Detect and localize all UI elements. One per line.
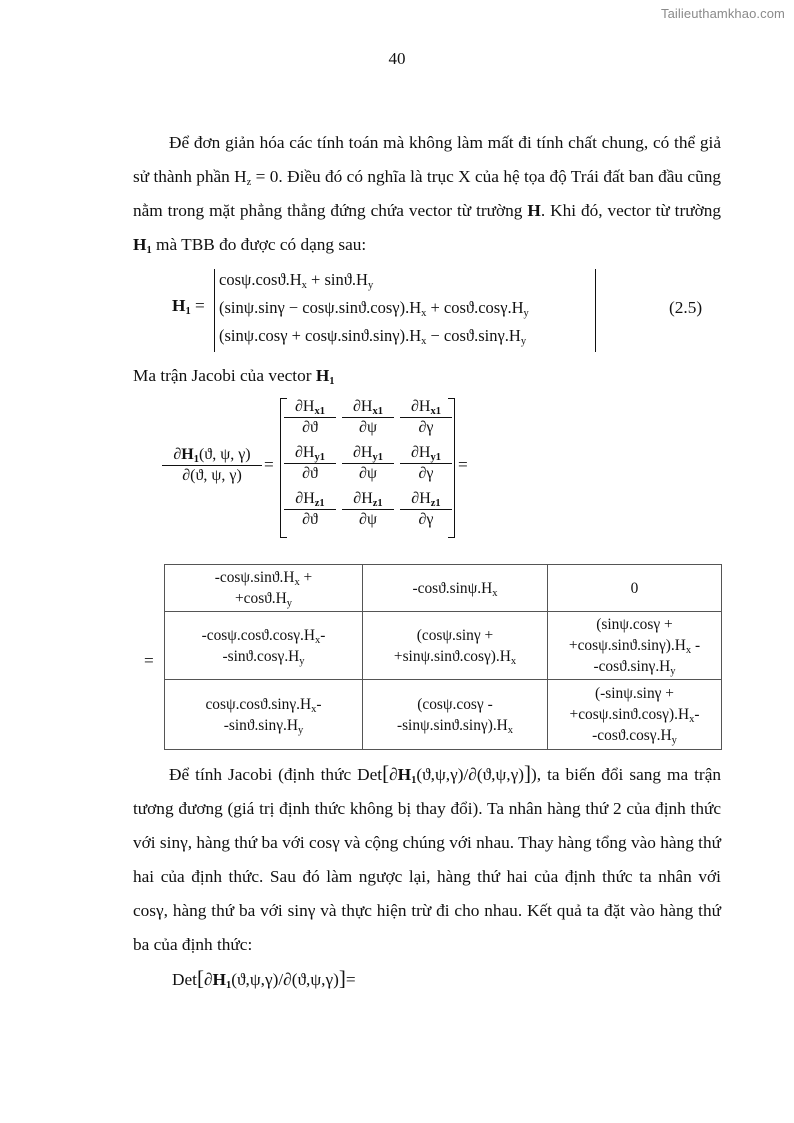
dh: ∂H (295, 398, 315, 415)
cell-text: +sinψ.sinϑ.cosγ).H (393, 647, 511, 665)
cell-text: - (316, 695, 322, 713)
table-cell (165, 612, 363, 680)
table-equals: = (144, 651, 154, 670)
cell-text: (sinψ.cosγ + (596, 616, 673, 633)
cell-den: ∂γ (400, 417, 452, 437)
cell-text: +cosψ.sinϑ.cosγ).H (569, 706, 690, 723)
cell-den: ∂ϑ (284, 463, 336, 483)
dh: ∂H (295, 444, 315, 461)
table-cell (363, 612, 548, 680)
eq25-label: (2.5) (669, 298, 703, 317)
sub-y: y (367, 280, 374, 291)
matrix-cell (284, 398, 336, 437)
h1-letter: H (133, 235, 147, 254)
table-row (165, 680, 722, 750)
eq25-row1-b: + sinϑ.H (306, 270, 368, 289)
cell-den: ∂ψ (342, 463, 394, 483)
lhs-h: H (181, 446, 194, 463)
cell-sub: y1 (372, 452, 383, 463)
matrix-cell (400, 398, 452, 437)
sub-y: y (286, 598, 293, 609)
det-expr: (ϑ,ψ,γ)/∂(ϑ,ψ,γ) (416, 765, 524, 784)
table-cell (165, 565, 363, 612)
eq25-left-bar (214, 269, 215, 352)
cell-text: - (691, 637, 701, 654)
cell-den: ∂ϑ (284, 417, 336, 437)
cell-text: -cosψ.sinϑ.H (214, 569, 295, 586)
paragraph-intro (133, 126, 721, 262)
cell-text: -cosψ.cosϑ.cosγ.H (201, 626, 315, 644)
dh: ∂H (353, 398, 373, 415)
det-h: H (397, 765, 412, 784)
cell-den: ∂γ (400, 509, 452, 529)
final-h: H (212, 970, 226, 989)
cell-text: -sinϑ.cosγ.H (222, 647, 300, 665)
cell-den: ∂ψ (342, 417, 394, 437)
partial: ∂ (203, 970, 213, 989)
sub-y: y (671, 735, 677, 746)
cell-text: -cosϑ.sinψ.H (412, 579, 493, 597)
table-cell (548, 612, 722, 680)
det-h-sub: 1 (411, 775, 417, 786)
matrix-cell (342, 398, 394, 437)
sub-x: x (689, 714, 695, 725)
sub-x: x (315, 634, 321, 646)
lhs-h-sub: 1 (193, 454, 199, 465)
matrix-cell (284, 490, 336, 529)
cell-sub: z1 (372, 498, 383, 509)
eq25-row2-a: (sinψ.sinγ − cosψ.sinϑ.cosγ).H (219, 298, 422, 317)
cell-text: (cosψ.cosγ - (417, 695, 493, 713)
table-cell (165, 680, 363, 750)
dh: ∂H (411, 444, 431, 461)
sub-x: x (492, 587, 498, 599)
final-det-expr: (ϑ,ψ,γ)/∂(ϑ,ψ,γ) (231, 970, 339, 989)
cell-den: ∂ϑ (284, 509, 336, 529)
lhs-den: ∂(ϑ, ψ, γ) (162, 465, 262, 485)
cell-den: ∂γ (400, 463, 452, 483)
eq25-row1-a: cosψ.cosϑ.H (219, 270, 302, 289)
cell-text: -sinϑ.sinγ.H (223, 716, 299, 734)
vector-h-bold: H (527, 201, 541, 220)
cell-sub: z1 (314, 498, 325, 509)
jacobi-heading-text: Ma trận Jacobi của vector (133, 366, 312, 385)
h1-sub: 1 (146, 245, 152, 256)
cell-text: (cosψ.sinγ + (416, 626, 494, 644)
jacobi-table (164, 564, 722, 750)
eq25-lhs (172, 296, 205, 316)
cell-text: -sinψ.sinϑ.sinγ).H (396, 716, 508, 734)
cell-text: +cosψ.sinϑ.sinγ).H (568, 637, 686, 654)
sub-y: y (670, 666, 676, 677)
eq25-row3 (219, 326, 526, 346)
cell-text: +cosϑ.H (234, 590, 287, 607)
matrix-cell (400, 444, 452, 483)
final-det-word: Det (172, 970, 197, 989)
hz-eq: = 0 (255, 167, 279, 186)
dh: ∂H (411, 490, 431, 507)
matrix-equals: = (458, 455, 468, 474)
eq25-row3-b: − cosϑ.sinγ.H (426, 326, 521, 345)
eq25-h-sub: 1 (185, 306, 191, 317)
sub-y: y (520, 336, 527, 347)
cell-text: + (299, 569, 313, 586)
cell-sub: x1 (430, 406, 441, 417)
sub-y: y (298, 724, 304, 736)
eq25-row2 (219, 298, 529, 318)
sub-y: y (299, 655, 305, 667)
sub-x: x (421, 336, 427, 347)
cell-sub: x1 (372, 406, 383, 417)
table-row (165, 565, 722, 612)
cell-sub: z1 (430, 498, 441, 509)
dot: . (540, 201, 546, 220)
eq25-equals: = (195, 296, 205, 315)
det-word: Det (357, 765, 383, 784)
final-equals: = (345, 970, 356, 989)
matrix-cell (284, 444, 336, 483)
dh: ∂H (353, 490, 373, 507)
para1-rest: . Điều đó có nghĩa là trục X của hệ tọa độ Trái đất ban đầu cũng nằm trong mặt phẳng thẳng đứng chứa vector từ trường (133, 167, 721, 220)
cell-den: ∂ψ (342, 509, 394, 529)
para1-text: Để đơn giản hóa các tính toán mà không làm mất đi tính chất chung, có thể giả sử thành phần H (133, 133, 721, 186)
cell-sub: x1 (314, 406, 325, 417)
dh: ∂H (411, 398, 431, 415)
matrix-cell (400, 490, 452, 529)
para1-end: Khi đó, vector từ trường (550, 201, 722, 220)
table-row (165, 612, 722, 680)
cell-text: -cosϑ.sinγ.H (593, 658, 671, 675)
sub-x: x (311, 703, 317, 715)
partial: ∂ (173, 446, 182, 463)
cell-sub: y1 (430, 452, 441, 463)
table-cell (548, 565, 722, 612)
eq25-right-bar (595, 269, 596, 352)
table-cell (548, 680, 722, 750)
jacobi-heading (133, 366, 335, 386)
final-det-equation: $Det[\partial H_1(ϑ,\psi,\gamma)/\partial(ϑ,\psi,\gamma)]=$ (172, 966, 356, 991)
dh: ∂H (353, 444, 373, 461)
final-h-sub: 1 (225, 980, 232, 991)
eq25-row3-a: (sinψ.cosγ + cosψ.sinϑ.sinγ).H (219, 326, 422, 345)
para2-b: ), ta biến đổi sang ma trận tương đương (giá trị định thức không bị thay đổi). Ta nhân hàng thứ 2 của định thức với sinγ, hàng thứ ba với cosγ và cộng chúng với nhau. Thay hàng tổng vào hàng thứ hai của định thức. Sau đó làm ngược lại, hàng thứ hai của định thức ta nhân với cosγ, hàng thứ ba với sinγ và thực hiện trừ đi cho nhau. Kết quả ta đặt vào hàng thứ ba của định thức: (133, 765, 721, 954)
sub-x: x (421, 308, 427, 319)
cell-text: cosψ.cosϑ.sinγ.H (205, 695, 312, 713)
jacobi-equals: = (264, 455, 274, 474)
cell-sub: y1 (314, 452, 325, 463)
sub-x: x (301, 280, 307, 291)
cell-text: - (694, 706, 700, 723)
sub-x: x (507, 724, 514, 736)
cell-text: 0 (630, 579, 639, 597)
jacobi-lhs (162, 446, 262, 485)
hz-sub: z (246, 177, 252, 188)
sub-y: y (523, 308, 529, 319)
lhs-args: (ϑ, ψ, γ) (198, 446, 251, 463)
cell-text: - (320, 626, 326, 644)
jacobi-heading-sub: 1 (329, 376, 335, 387)
watermark: Tailieuthamkhao.com (660, 6, 785, 21)
cell-text: (-sinψ.sinγ + (595, 685, 674, 702)
para2-a: Để tính Jacobi (định thức (169, 765, 352, 784)
page-number: 40 (388, 49, 406, 68)
paragraph-jacobian: Để tính Jacobi (định thức $Det[\partial H_1(ϑ,\psi,\gamma)/\partial(ϑ,\psi,\gamma)]$), ta biến đổi sang ma trận tương đương (giá trị định thức không bị thay đổi). Ta nhân hàng thứ 2 của định thức với sinγ, hàng thứ ba với cosγ và cộng chúng với nhau. Thay hàng tổng vào hàng thứ hai của định thức. Sau đó làm ngược lại, hàng thứ hai của định thức ta nhân với cosγ, hàng thứ ba với sinγ và thực hiện trừ đi cho nhau. Kết quả ta đặt vào hàng thứ ba của định thức: (133, 761, 721, 954)
sub-x: x (685, 645, 692, 656)
cell-text: -cosϑ.cosγ.H (592, 727, 672, 744)
eq25-row2-b: + cosϑ.cosγ.H (426, 298, 524, 317)
sub-x: x (510, 655, 517, 667)
jacobi-heading-h: H (315, 366, 330, 385)
dh: ∂H (295, 490, 315, 507)
sub-x: x (294, 577, 300, 588)
partial: ∂ (389, 765, 398, 784)
table-cell (363, 680, 548, 750)
vector-h1-bold (133, 235, 152, 254)
para1-end2: mà TBB đo được có dạng sau: (156, 235, 367, 254)
eq25-h: H (172, 296, 186, 315)
matrix-cell (342, 444, 394, 483)
matrix-cell (342, 490, 394, 529)
table-cell (363, 565, 548, 612)
eq25-row1 (219, 270, 373, 290)
